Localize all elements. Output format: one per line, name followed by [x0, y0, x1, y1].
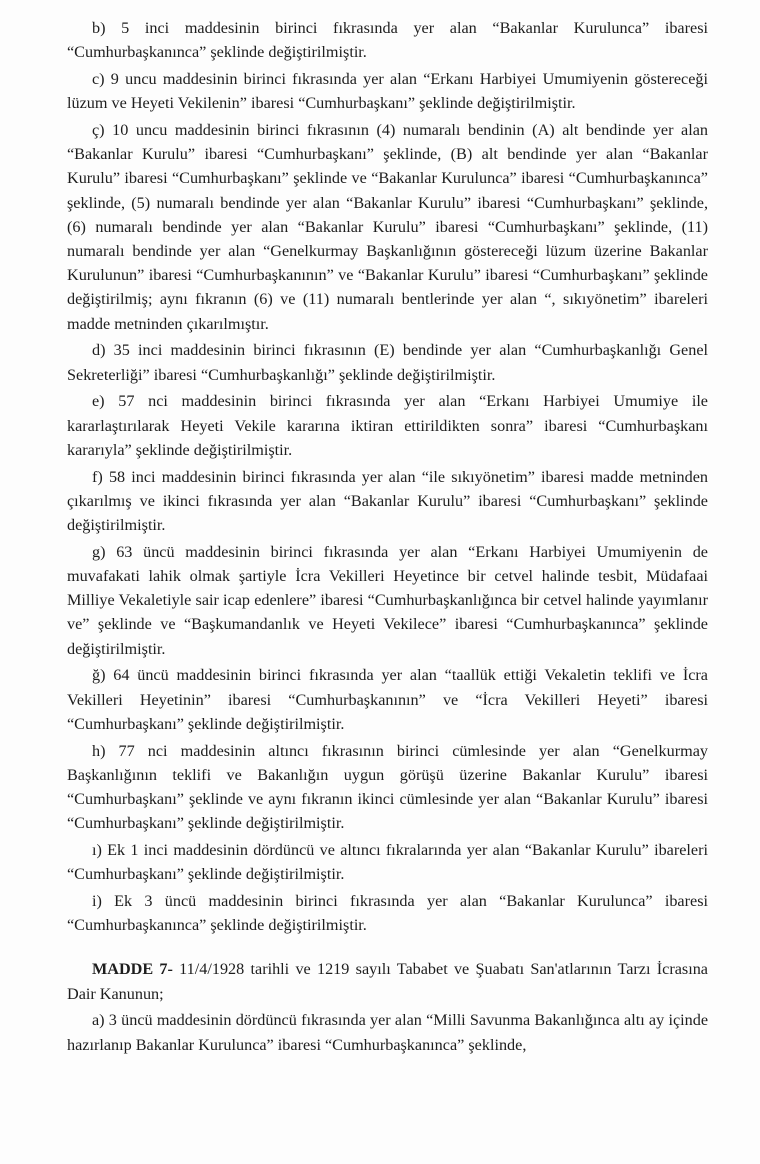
paragraph-c-cedilla: ç) 10 uncu maddesinin birinci fıkrasının (4) numaralı bendinin (A) alt bendinde yer alan “Bakanlar Kurulu” ibaresi “Cumhurbaşkanı” şeklinde, (B) alt bendinde yer alan “Bakanlar Kurulu” ibaresi “Cumhurbaşkanı” şeklinde ve “Bakanlar Kurulunca” ibaresi “Cumhurbaşkanınca” şeklinde, (5) numaralı bendinde yer alan “Bakanlar Kurulu” ibaresi “Cumhurbaşkanı” şeklinde, (6) numaralı bendinde yer alan “Bakanlar Kurulu” ibaresi “Cumhurbaşkanı” şeklinde, (11) numaralı bendinde yer alan “Genelkurmay Başkanlığının göstereceği lüzum üzerine Bakanlar Kurulunun” ibaresi “Cumhurbaşkanının” ve “Bakanlar Kurulu” ibaresi “Cumhurbaşkanı” şeklinde değiştirilmiş; aynı fıkranın (6) ve (11) numaralı bentlerinde yer alan “, sıkıyönetim” ibareleri madde metninden çıkarılmıştır. — [67, 121, 708, 333]
paragraph-h: h) 77 nci maddesinin altıncı fıkrasının birinci cümlesinde yer alan “Genelkurmay Başkanlığının teklifi ve Bakanlığın uygun görüşü üzerine Bakanlar Kurulu” ibaresi “Cumhurbaşkanı” şeklinde ve aynı fıkranın ikinci cümlesinde yer alan “Bakanlar Kurulu” ibaresi “Cumhurbaşkanı” şeklinde değiştirilmiştir. — [67, 741, 708, 833]
paragraph-b: b) 5 inci maddesinin birinci fıkrasında yer alan “Bakanlar Kurulunca” ibaresi “Cumhurbaşkanınca” şeklinde değiştirilmiştir. — [67, 19, 708, 62]
paragraph-c: c) 9 uncu maddesinin birinci fıkrasında yer alan “Erkanı Harbiyei Umumiyenin göstereceği lüzum ve Heyeti Vekilenin” ibaresi “Cumhurbaşkanı” şeklinde değiştirilmiştir. — [67, 70, 708, 113]
paragraph-e: e) 57 nci maddesinin birinci fıkrasında yer alan “Erkanı Harbiyei Umumiye ile kararlaştırılarak Heyeti Vekile kararına iktiran ettirildikten sonra” ibaresi “Cumhurbaşkanı kararıyla” şeklinde değiştirilmiştir. — [67, 392, 708, 459]
madde-7-paragraph-a: a) 3 üncü maddesinin dördüncü fıkrasında yer alan “Milli Savunma Bakanlığınca altı ay içinde hazırlanıp Bakanlar Kurulunca” ibaresi “Cumhurbaşkanınca” şeklinde, — [67, 1011, 708, 1054]
madde-7-intro — [67, 957, 708, 1005]
paragraph-i: i) Ek 3 üncü maddesinin birinci fıkrasında yer alan “Bakanlar Kurulunca” ibaresi “Cumhurbaşkanınca” şeklinde değiştirilmiştir. — [67, 892, 708, 935]
paragraph-g: g) 63 üncü maddesinin birinci fıkrasında yer alan “Erkanı Harbiyei Umumiyenin de muvafakati lahik olmak şartiyle İcra Vekilleri Heyetince bir cetvel halinde tesbit, Müdafaai Milliye Vekaletiyle sair icap edenlere” ibaresi “Cumhurbaşkanlığınca bir cetvel halinde yayımlanır ve” şeklinde ve “Başkumandanlık ve Heyeti Vekilece” ibaresi “Cumhurbaşkanınca” şeklinde değiştirilmiştir. — [67, 542, 708, 658]
paragraph-f: f) 58 inci maddesinin birinci fıkrasında yer alan “ile sıkıyönetim” ibaresi madde metninden çıkarılmış ve ikinci fıkrasında yer alan “Bakanlar Kurulu” ibaresi “Cumhurbaşkanı” şeklinde değiştirilmiştir. — [67, 467, 708, 535]
paragraph-d: d) 35 inci maddesinin birinci fıkrasının (E) bendinde yer alan “Cumhurbaşkanlığı Genel Sekreterliği” ibaresi “Cumhurbaşkanlığı” şeklinde değiştirilmiştir. — [67, 341, 708, 384]
paragraph-g-breve: ğ) 64 üncü maddesinin birinci fıkrasında yer alan “taallük ettiği Vekaletin teklifi ve İcra Vekilleri Heyetinin” ibaresi “Cumhurbaşkanının” ve “İcra Vekilleri Heyeti” ibaresi “Cumhurbaşkanı” şeklinde değiştirilmiştir. — [67, 666, 708, 733]
section-spacer — [67, 937, 708, 957]
madde-7-intro-text: 11/4/1928 tarihli ve 1219 sayılı Tababet ve Şuabatı San'atlarının Tarzı İcrasına Dair Kanunun; — [67, 960, 708, 1003]
madde-7-heading: MADDE 7- — [92, 960, 173, 979]
paragraph-dotless-i: ı) Ek 1 inci maddesinin dördüncü ve altıncı fıkralarında yer alan “Bakanlar Kurulu” ibareleri “Cumhurbaşkanı” şeklinde değiştirilmiştir. — [67, 841, 708, 884]
